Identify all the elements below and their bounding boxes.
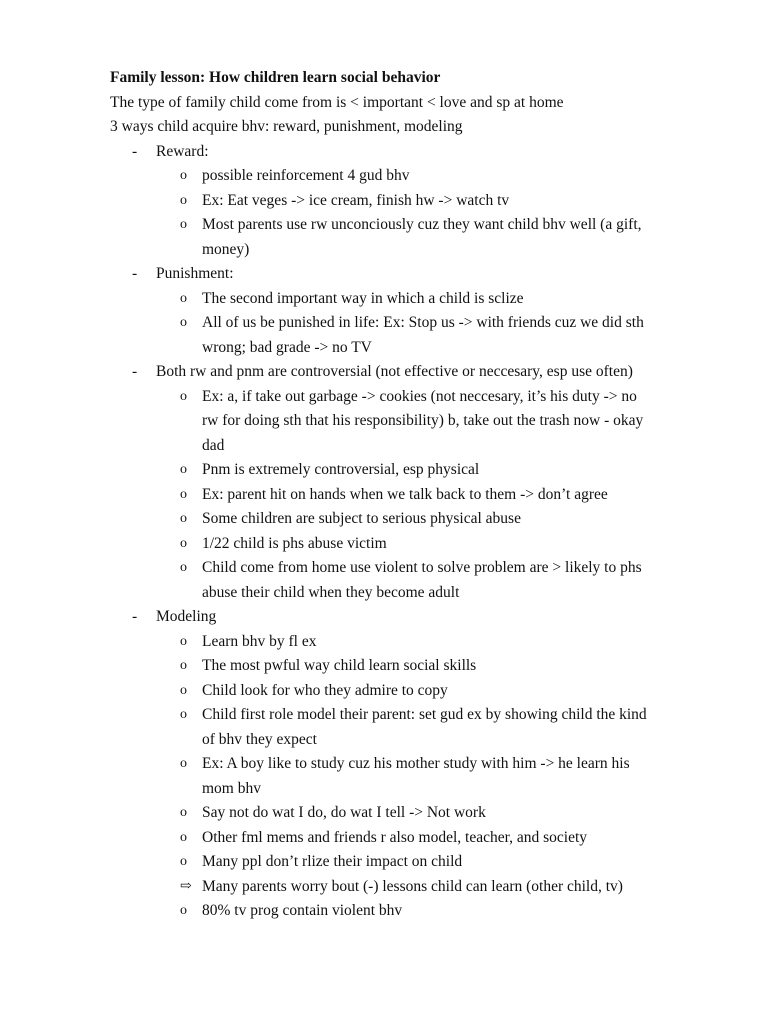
circle-bullet: o [180,682,187,698]
list-item-text: possible reinforcement 4 gud bhv [202,167,410,184]
circle-bullet: o [180,192,187,208]
list-item-text: Pnm is extremely controversial, esp physical [202,461,480,478]
list-item [110,189,710,214]
list-item-continuation: wrong; bad grade -> no TV [202,338,372,356]
list-item-text: 1/22 child is phs abuse victim [202,534,387,552]
list-item-text: Ex: parent hit on hands when we talk back to them -> don’t agree [202,485,608,503]
section-heading-text: Punishment: [156,265,234,282]
list-item-continuation: mom bhv [202,779,261,797]
list-item [110,458,710,483]
circle-bullet: o [180,511,187,526]
list-item [110,703,710,752]
list-item-text: Learn bhv by fl ex [202,632,317,650]
circle-bullet: o [180,707,187,722]
list-item-text: Ex: a, if take out garbage -> cookies (not neccesary, it’s his duty -> no [202,387,637,405]
dash-bullet: - [132,265,138,282]
list-item-text: 80% tv prog contain violent bhv [202,902,403,919]
intro-line-2: 3 ways child acquire bhv: reward, punishment, modeling [110,118,463,135]
circle-bullet: o [180,168,187,183]
list-item [110,899,710,924]
list-item-text: Say not do wat I do, do wat I tell -> Not work [202,804,486,821]
list-item-text: All of us be punished in life: Ex: Stop us -> with friends cuz we did sth [202,314,644,331]
list-item [110,875,710,900]
list-item [110,213,710,262]
list-item-text: Child come from home use violent to solve problem are > likely to phs [202,559,642,576]
circle-bullet: o [180,658,187,673]
arrow-right-icon: ⇨ [180,878,192,894]
section-heading-controversial [110,360,710,385]
list-item-continuation: money) [202,240,250,258]
list-item-text: Child first role model their parent: set gud ex by showing child the kind [202,706,647,723]
list-item-text: Most parents use rw unconciously cuz they want child bhv well (a gift, [202,216,642,233]
list-item-continuation: abuse their child when they become adult [202,583,460,601]
list-item [110,532,710,557]
circle-bullet: o [180,462,187,477]
document-title: Family lesson: How children learn social behavior [110,69,441,86]
list-item [110,850,710,875]
list-item [110,385,710,459]
list-item-text: Some children are subject to serious physical abuse [202,510,521,527]
circle-bullet: o [180,560,187,575]
circle-bullet: o [180,290,187,306]
section-heading-text: Both rw and pnm are controversial (not effective or neccesary, esp use often) [156,363,633,380]
circle-bullet: o [180,854,187,869]
circle-bullet: o [180,756,187,771]
list-item [110,287,710,312]
section-heading-text: Reward: [156,142,209,160]
circle-bullet: o [180,535,187,551]
section-heading-punishment [110,262,710,287]
list-item [110,164,710,189]
list-item [110,311,710,360]
circle-bullet: o [180,903,187,918]
list-item-continuation: of bhv they expect [202,730,317,748]
list-item-text: The most pwful way child learn social skills [202,657,477,674]
list-item-text: Many ppl don’t rlize their impact on child [202,853,463,870]
list-item [110,556,710,605]
list-item [110,483,710,508]
list-item [110,826,710,851]
section-heading-modeling [110,605,710,630]
intro-line-1: The type of family child come from is < important < love and sp at home [110,93,564,111]
circle-bullet: o [180,486,187,502]
circle-bullet: o [180,829,187,845]
list-item-text: Many parents worry bout (-) lessons child can learn (other child, tv) [202,877,623,895]
list-item [110,630,710,655]
circle-bullet: o [180,217,187,232]
list-item-continuation: rw for doing sth that his responsibility) b, take out the trash now - okay [202,412,644,429]
document-body [110,66,710,924]
list-item-text: Child look for who they admire to copy [202,681,448,699]
list-item [110,654,710,679]
circle-bullet: o [180,388,187,404]
dash-bullet: - [132,363,138,380]
list-item-text: Ex: Eat veges -> ice cream, finish hw -> watch tv [202,191,510,209]
list-item [110,752,710,801]
list-item-text: The second important way in which a child is sclize [202,289,524,307]
dash-bullet: - [132,608,138,625]
list-item-text: Ex: A boy like to study cuz his mother study with him -> he learn his [202,755,630,772]
list-item [110,801,710,826]
dash-bullet: - [132,142,138,160]
list-item-continuation: dad [202,436,225,454]
section-heading-reward [110,140,710,165]
circle-bullet: o [180,633,187,649]
circle-bullet: o [180,805,187,820]
list-item-text: Other fml mems and friends r also model, teacher, and society [202,828,588,846]
circle-bullet: o [180,315,187,330]
list-item [110,507,710,532]
section-heading-text: Modeling [156,608,217,625]
list-item [110,679,710,704]
